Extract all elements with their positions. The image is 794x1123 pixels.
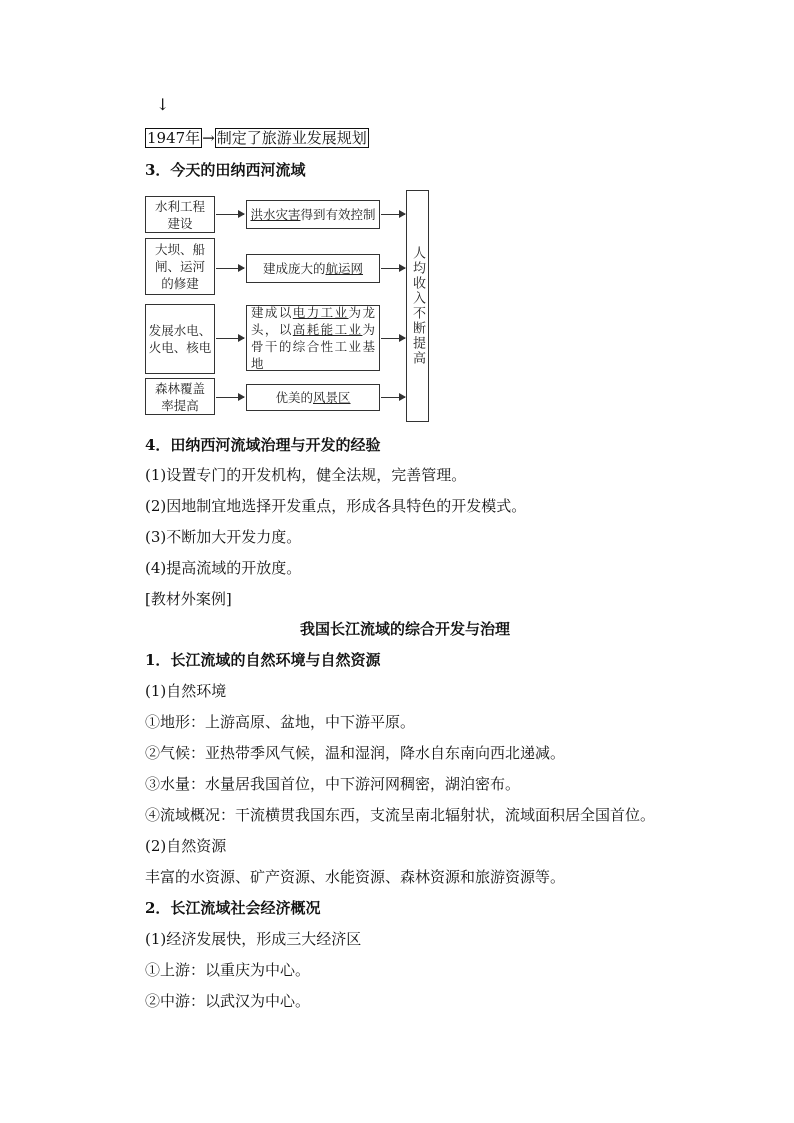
flow-mid-box-2	[246, 254, 380, 283]
flow-arrow-icon	[216, 338, 244, 339]
right-arrow-icon: →	[202, 129, 215, 147]
case-item: ②中游：以武汉为中心。	[145, 992, 311, 1010]
flow-left-box-2	[145, 238, 215, 295]
case-subheading: (2)自然资源	[145, 837, 227, 855]
flow-arrow-icon	[381, 397, 405, 398]
flow-left-box-1	[145, 196, 215, 233]
flow-arrow-icon	[381, 338, 405, 339]
flow-result-label: 人均收入不断提高	[410, 246, 425, 366]
flow-arrow-icon	[381, 268, 405, 269]
case-item: ②气候：亚热带季风气候，温和湿润，降水自东南向西北递减。	[145, 744, 566, 762]
flow-mid-segment: 为龙头，以	[251, 305, 375, 337]
flow-mid-segment: 建成以	[251, 305, 293, 320]
down-arrow-icon: ↓	[156, 95, 170, 114]
case-section-1-title: 1．长江流域的自然环境与自然资源	[145, 651, 381, 669]
flow-mid-keyword: 高耗能工业	[292, 322, 363, 337]
section-4-title: 4．田纳西河流域治理与开发的经验	[145, 436, 381, 454]
flow-left-label: 森林覆盖率提高	[154, 380, 205, 413]
flow-result-box	[406, 190, 429, 422]
flow-mid-text	[251, 304, 375, 372]
timeline-row	[145, 128, 369, 148]
experience-item: (3)不断加大开发力度。	[145, 528, 302, 546]
case-title: 我国长江流域的综合开发与治理	[300, 620, 511, 638]
flow-mid-keyword: 洪水灾害	[250, 207, 301, 222]
timeline-year: 1947年	[147, 129, 201, 147]
flow-arrow-icon	[381, 214, 405, 215]
case-section-2-title: 2．长江流域社会经济概况	[145, 899, 321, 917]
flow-mid-segment: 建成庞大的	[262, 261, 326, 276]
flow-mid-keyword: 电力工业	[292, 305, 349, 320]
case-item: ①上游：以重庆为中心。	[145, 961, 311, 979]
flow-mid-keyword: 风景区	[313, 390, 351, 405]
case-subheading: (1)自然环境	[145, 682, 227, 700]
flow-left-label: 发展水电、火电、核电	[148, 323, 212, 355]
flow-mid-text	[275, 389, 350, 406]
flow-left-box-4	[145, 378, 215, 415]
experience-item: (2)因地制宜地选择开发重点，形成各具特色的开发模式。	[145, 497, 527, 515]
extra-case-label: [教材外案例]	[145, 590, 232, 608]
case-item: ③水量：水量居我国首位，中下游河网稠密，湖泊密布。	[145, 775, 521, 793]
flow-mid-segment: 得到有效控制	[300, 207, 376, 222]
section-3-title: 3．今天的田纳西河流域	[145, 161, 306, 179]
flow-left-label: 水利工程建设	[154, 198, 205, 231]
flow-arrow-icon	[216, 214, 244, 215]
flow-mid-box-4	[246, 384, 380, 411]
case-subheading: (1)经济发展快，形成三大经济区	[145, 930, 362, 948]
flow-mid-box-1	[246, 200, 380, 229]
case-item: ④流域概况：干流横贯我国东西，支流呈南北辐射状，流域面积居全国首位。	[145, 806, 656, 824]
case-resources: 丰富的水资源、矿产资源、水能资源、森林资源和旅游资源等。	[145, 868, 566, 886]
flow-arrow-icon	[216, 268, 244, 269]
timeline-event: 制定了旅游业发展规划	[216, 129, 367, 147]
flow-mid-text	[263, 260, 363, 277]
flow-arrow-icon	[216, 397, 244, 398]
experience-item: (4)提高流域的开放度。	[145, 559, 302, 577]
flow-mid-keyword: 航运网	[325, 261, 364, 276]
flow-left-label: 大坝、船闸、运河的修建	[154, 242, 205, 291]
case-item: ①地形：上游高原、盆地，中下游平原。	[145, 713, 416, 731]
flow-mid-segment: 为骨干的综合性工业基地	[251, 322, 375, 371]
flow-mid-box-3	[246, 305, 380, 371]
experience-item: (1)设置专门的开发机构，健全法规，完善管理。	[145, 466, 467, 484]
flow-mid-text	[250, 206, 375, 223]
flow-left-box-3	[145, 304, 215, 374]
flow-mid-segment: 优美的	[275, 390, 313, 405]
